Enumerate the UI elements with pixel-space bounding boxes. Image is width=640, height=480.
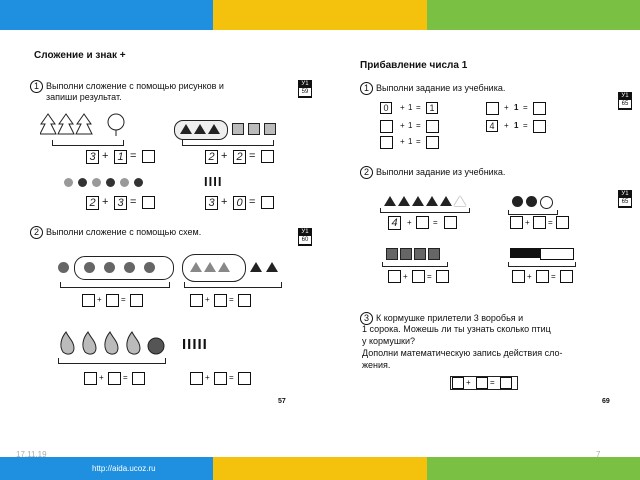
square-shape (264, 123, 276, 135)
one-digit: 1 (408, 121, 413, 130)
answer-box[interactable] (190, 372, 203, 385)
triangle-shape (398, 196, 410, 206)
triangle-shape (194, 124, 206, 134)
circle-shape (92, 178, 101, 187)
plus-sign: + (527, 272, 532, 281)
site-url[interactable]: http://aida.ucoz.ru (92, 464, 156, 473)
slide-number: 7 (596, 450, 601, 459)
answer-box[interactable] (436, 270, 449, 283)
answer-box[interactable] (238, 294, 251, 307)
right-task3-line4: Дополни математическую запись действия сло- (362, 348, 563, 358)
yellow-stripe (213, 0, 426, 30)
one-digit: 1 (514, 103, 519, 112)
answer-box[interactable] (214, 294, 227, 307)
plus-sign: + (221, 196, 228, 208)
equals-sign: = (427, 272, 432, 281)
triangle-shape (440, 196, 452, 206)
square-shape (414, 248, 426, 260)
ref-label: У1 (301, 229, 309, 235)
equals-sign: = (548, 218, 553, 227)
black-bar (510, 248, 540, 258)
one-digit: 1 (408, 137, 413, 146)
plus-sign: + (221, 150, 228, 162)
answer-box[interactable] (533, 120, 546, 133)
answer-box[interactable] (238, 372, 251, 385)
equals-sign: = (416, 137, 421, 146)
left-page (12, 30, 322, 457)
top-color-bar (0, 0, 640, 30)
brace (182, 140, 274, 146)
left-task1-line2: запиши результат. (46, 92, 122, 102)
answer-box[interactable] (476, 377, 488, 389)
answer-digit: 2 (205, 150, 218, 164)
white-bar (540, 248, 574, 260)
brace (380, 208, 470, 213)
plus-sign: + (525, 218, 530, 227)
right-task3-line2: 1 сорока. Можешь ли ты узнать сколько птиц (362, 324, 551, 334)
brace (52, 140, 124, 146)
plus-sign: + (400, 121, 405, 130)
equals-sign: = (229, 373, 234, 382)
circle-shape (104, 262, 115, 273)
brace (60, 282, 170, 288)
fir-tree-icon (40, 114, 92, 134)
task-number-badge: 3 (360, 312, 373, 325)
answer-digit: 2 (86, 196, 99, 210)
answer-box[interactable] (556, 216, 569, 229)
circle-shape (58, 262, 69, 273)
right-page (340, 30, 630, 457)
blue-stripe (0, 0, 213, 30)
answer-digit: 3 (114, 196, 127, 210)
left-task2-text (30, 226, 201, 239)
equals-sign: = (490, 378, 495, 387)
square-shape (248, 123, 260, 135)
equals-sign: = (416, 121, 421, 130)
equals-sign: = (523, 103, 528, 112)
answer-box[interactable] (500, 377, 512, 389)
slide-date: 17.11.19 (16, 450, 47, 459)
ref-label: У1 (301, 81, 309, 87)
textbook-ref-badge (618, 190, 632, 208)
triangle-shape (426, 196, 438, 206)
answer-box[interactable] (412, 270, 425, 283)
triangle-shape (208, 124, 220, 134)
triangle-shape (190, 262, 202, 272)
answer-digit: 3 (86, 150, 99, 164)
triangle-shape (412, 196, 424, 206)
circle-shape (124, 262, 135, 273)
answer-digit: 4 (388, 216, 401, 230)
answer-box[interactable] (261, 150, 274, 163)
yellow-stripe (213, 457, 426, 480)
equals-sign: = (229, 295, 234, 304)
right-task3-line5: жения. (362, 360, 391, 370)
answer-box[interactable] (533, 216, 546, 229)
equals-sign: = (123, 373, 128, 382)
brace (382, 262, 448, 267)
ref-label: У1 (621, 93, 629, 99)
apple-icon (148, 338, 164, 354)
equals-sign: = (130, 196, 137, 208)
pear-icon (61, 332, 140, 354)
textbook-ref-badge (298, 228, 312, 246)
plus-sign: + (407, 218, 412, 227)
plus-sign: + (504, 121, 509, 130)
answer-box[interactable] (190, 294, 203, 307)
ref-page: 59 (299, 88, 311, 96)
page-number: 69 (602, 398, 610, 405)
equals-sign: = (433, 218, 438, 227)
task-number-badge: 2 (30, 226, 43, 239)
sticks-picture: IIIII (182, 336, 208, 353)
plus-sign: + (205, 295, 210, 304)
answer-box[interactable] (388, 270, 401, 283)
circle-shape (78, 178, 87, 187)
answer-box[interactable] (380, 136, 393, 149)
ref-page: 65 (619, 198, 631, 206)
equals-sign: = (523, 121, 528, 130)
answer-box[interactable] (380, 120, 393, 133)
answer-digit: 0 (233, 196, 246, 210)
brace (184, 282, 282, 288)
answer-box[interactable] (510, 216, 523, 229)
textbook-ref-badge (298, 80, 312, 98)
round-tree-icon (108, 114, 124, 136)
pears-picture (56, 326, 168, 356)
equals-sign: = (249, 150, 256, 162)
task2-line: Выполни задание из учебника. (376, 167, 506, 177)
brace (508, 210, 558, 215)
answer-box[interactable] (426, 136, 439, 149)
equals-sign: = (416, 103, 421, 112)
plus-sign: + (466, 378, 471, 387)
answer-digit: 3 (205, 196, 218, 210)
answer-digit: 2 (233, 150, 246, 164)
one-digit: 1 (514, 121, 519, 130)
circle-shape (512, 196, 523, 207)
answer-box[interactable] (444, 216, 457, 229)
circle-shape (144, 262, 155, 273)
plus-sign: + (97, 295, 102, 304)
answer-box[interactable] (426, 120, 439, 133)
answer-box[interactable] (106, 294, 119, 307)
answer-box[interactable] (452, 377, 464, 389)
task-number-badge: 1 (360, 82, 373, 95)
answer-box[interactable] (512, 270, 525, 283)
plus-sign: + (205, 373, 210, 382)
circle-shape (84, 262, 95, 273)
ref-label: У1 (621, 191, 629, 197)
answer-box[interactable] (416, 216, 429, 229)
plus-sign: + (504, 103, 509, 112)
triangle-shape (218, 262, 230, 272)
textbook-ref-badge (618, 92, 632, 110)
triangle-shape (454, 196, 466, 206)
circle-shape (540, 196, 553, 209)
brace (58, 358, 166, 364)
circle-shape (134, 178, 143, 187)
square-shape (232, 123, 244, 135)
square-shape (386, 248, 398, 260)
triangle-shape (384, 196, 396, 206)
page-number: 57 (278, 398, 286, 405)
triangle-shape (180, 124, 192, 134)
answer-digit: 4 (486, 120, 498, 132)
task3-line1: К кормушке прилетели 3 воробья и (376, 313, 524, 323)
task-number-badge: 2 (360, 166, 373, 179)
plus-sign: + (403, 272, 408, 281)
sticks-picture: IIII (204, 174, 223, 189)
answer-digit: 0 (380, 102, 392, 114)
triangle-shape (266, 262, 278, 272)
circle-shape (64, 178, 73, 187)
task1-line1: Выполни сложение с помощью рисунков и (46, 81, 224, 91)
answer-digit: 1 (114, 150, 127, 164)
one-digit: 1 (408, 103, 413, 112)
ref-page: 65 (619, 100, 631, 108)
answer-box[interactable] (536, 270, 549, 283)
equals-sign: = (249, 196, 256, 208)
answer-box[interactable] (142, 196, 155, 209)
trees-picture (40, 112, 130, 138)
circle-shape (120, 178, 129, 187)
plus-sign: + (99, 373, 104, 382)
plus-sign: + (102, 196, 109, 208)
answer-box[interactable] (560, 270, 573, 283)
answer-digit: 1 (426, 102, 438, 114)
answer-box[interactable] (486, 102, 499, 115)
right-task1-text (360, 82, 505, 95)
brace (508, 262, 576, 267)
triangle-shape (250, 262, 262, 272)
square-shape (428, 248, 440, 260)
task-number-badge: 1 (30, 80, 43, 93)
answer-box[interactable] (82, 294, 95, 307)
right-task2-text (360, 166, 505, 179)
equals-sign: = (121, 295, 126, 304)
plus-sign: + (400, 137, 405, 146)
circle-shape (526, 196, 537, 207)
equals-sign: = (551, 272, 556, 281)
green-stripe (427, 457, 640, 480)
answer-box[interactable] (533, 102, 546, 115)
green-stripe (427, 0, 640, 30)
answer-box[interactable] (84, 372, 97, 385)
circle-shape (106, 178, 115, 187)
right-task3-line3: у кормушки? (362, 336, 416, 346)
square-shape (400, 248, 412, 260)
task2-line: Выполни сложение с помощью схем. (46, 227, 202, 237)
answer-box[interactable] (142, 150, 155, 163)
left-title: Сложение и знак + (34, 50, 126, 61)
plus-sign: + (400, 103, 405, 112)
answer-box[interactable] (108, 372, 121, 385)
answer-box[interactable] (214, 372, 227, 385)
right-title: Прибавление числа 1 (360, 60, 468, 71)
answer-box[interactable] (132, 372, 145, 385)
triangle-shape (204, 262, 216, 272)
ref-page: 60 (299, 236, 311, 244)
answer-box[interactable] (130, 294, 143, 307)
task1-line: Выполни задание из учебника. (376, 83, 506, 93)
answer-box[interactable] (261, 196, 274, 209)
plus-sign: + (102, 150, 109, 162)
equals-sign: = (130, 150, 137, 162)
